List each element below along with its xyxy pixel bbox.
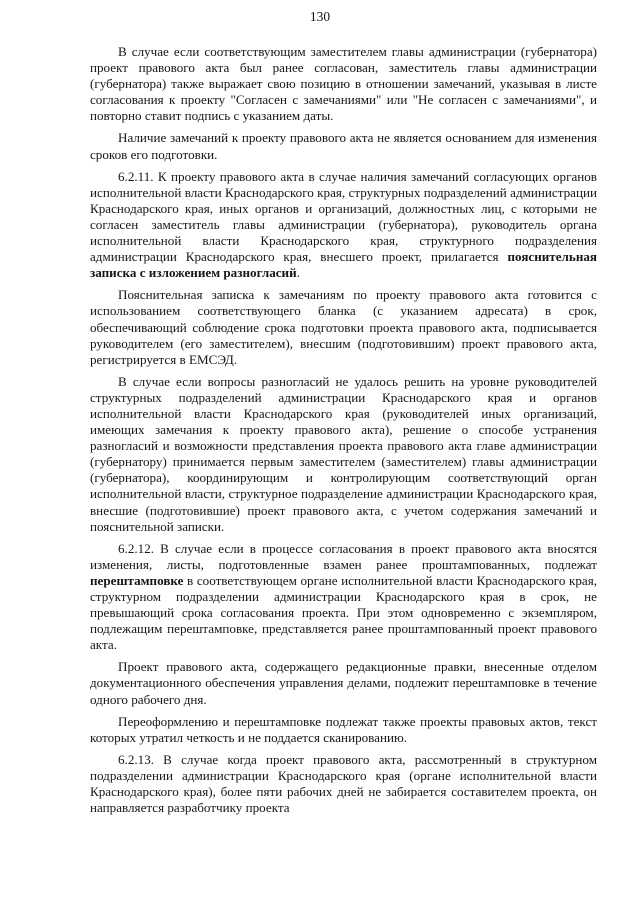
paragraph-editorial-corrections: Проект правового акта, содержащего редакционные правки, внесенные отделом документационного обеспечения управления делами, подлежит перештамповке в течение одного рабочего дня.: [90, 659, 597, 707]
paragraph-6-2-12: 6.2.12. В случае если в процессе согласования в проект правового акта вносятся изменения, листы, подготовленные взамен ранее проштампованных, подлежат перештамповке в соответствующем органе исполнительной власти Краснодарского края, структурном подразделении администрации Краснодарского края в срок, не превышающий срока согласования проекта. При этом одновременно с экземпляром, подлежащим перештамповке, представляется ранее проштампованный проект правового акта.: [90, 540, 597, 653]
paragraph-disagreement-resolution: В случае если вопросы разногласий не удалось решить на уровне руководителей структурных подразделений администрации Краснодарского края и органов исполнительной власти Краснодарского края (руководителей иных организаций, имеющих замечания к проекту правового акта), решение о способе устранения разногласий и возможности представления проекта правового акта главе администрации (губернатору) принимается первым заместителем (заместителем) главы администрации (губернатора), координирующим и контролирующим соответствующий орган исполнительной власти, структурное подразделение администрации Краснодарского края, внесшие (подготовившие) проект правового акта, с учетом содержания замечаний и пояснительной записки.: [90, 373, 597, 534]
paragraph-explanatory-note: Пояснительная записка к замечаниям по проекту правового акта готовится с использованием соответствующего бланка (с указанием адресата) в срок, обеспечивающий соблюдение срока подготовки проекта правового акта, подписывается руководителем (его заместителем), внесшим (подготовившим) проект правового акта, регистрируется в ЕМСЭД.: [90, 287, 597, 367]
paragraph-remarks-deadline: Наличие замечаний к проекту правового акта не является основанием для изменения сроков его подготовки.: [90, 130, 597, 162]
document-body: [90, 44, 597, 816]
paragraph-agreement-position: В случае если соответствующим заместителем главы администрации (губернатора) проект правового акта был ранее согласован, заместитель главы администрации (губернатора) также выражает свою позицию в отношении замечаний, указывая в листе согласования к проекту "Согласен с замечаниями" или "Не согласен с замечаниями", и повторно ставит подпись с указанием даты.: [90, 44, 597, 124]
paragraph-reformatting: Переоформлению и перештамповке подлежат также проекты правовых актов, текст которых утратил четкость и не поддается сканированию.: [90, 713, 597, 745]
page-number: 130: [309, 9, 331, 24]
paragraph-6-2-11: 6.2.11. К проекту правового акта в случае наличия замечаний согласующих органов исполнительной власти Краснодарского края, структурных подразделений администрации Краснодарского края, иных органов и организаций, должностных лиц, с которыми не согласен заместитель главы администрации (губернатора), руководитель органа исполнительной власти Краснодарского края, структурного подразделения администрации Краснодарского края, внесшего проект, прилагается пояснительная записка с изложением разногласий.: [90, 168, 597, 281]
paragraph-6-2-13: 6.2.13. В случае когда проект правового акта, рассмотренный в структурном подразделении администрации Краснодарского края (органе исполнительной власти Краснодарского края), более пяти рабочих дней не забирается составителем проекта, он направляется разработчику проекта: [90, 751, 597, 816]
bold-explanatory-note: пояснительная записка с изложением разногласий: [90, 249, 597, 281]
bold-restamping: перештамповке: [90, 572, 184, 588]
